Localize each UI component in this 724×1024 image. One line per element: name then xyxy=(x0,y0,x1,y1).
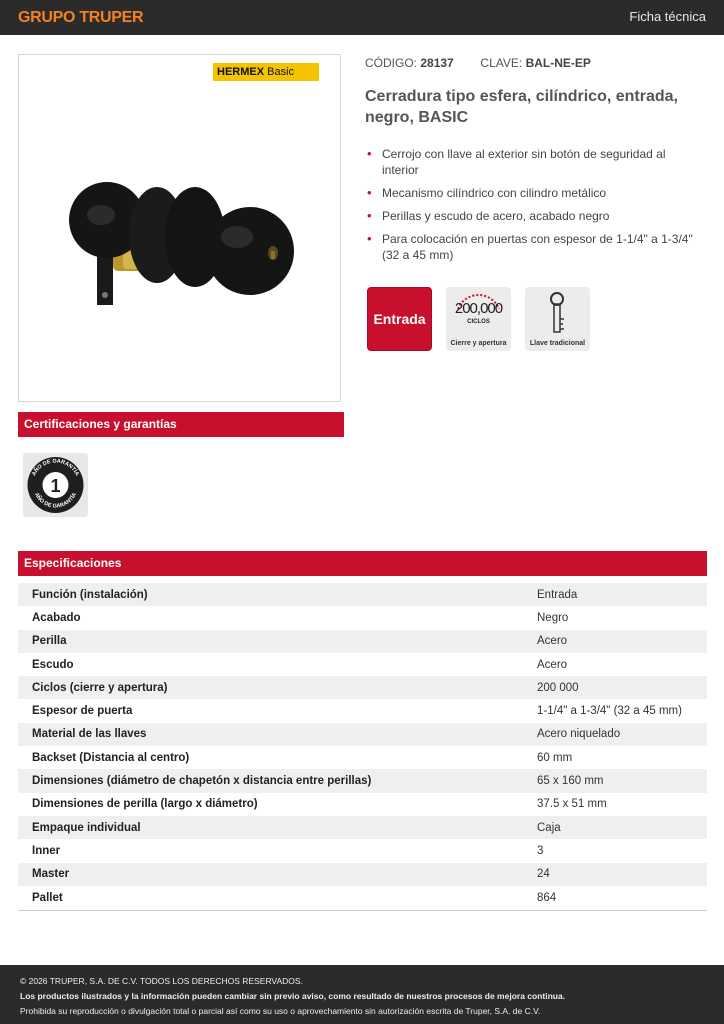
cycles-caption: Cierre y apertura xyxy=(450,340,507,347)
spec-value: 60 mm xyxy=(537,751,573,764)
specs-divider xyxy=(18,910,707,911)
footer-notice: Los productos ilustrados y la información pueden cambiar sin previo aviso, como resultado de nuestros procesos de mejora continua. xyxy=(20,991,566,1001)
specs-table xyxy=(18,583,707,909)
key-caption: Llave tradicional xyxy=(529,340,586,347)
spec-value: 24 xyxy=(537,868,550,881)
badge-brand: HERMEX xyxy=(217,66,265,78)
spec-label: Backset (Distancia al centro) xyxy=(32,751,190,764)
spec-label: Pallet xyxy=(32,891,63,904)
feature-list xyxy=(367,146,697,270)
product-image-frame xyxy=(18,54,341,402)
warranty-text-top: AÑO DE GARANTÍA xyxy=(31,458,80,478)
spec-value: 37.5 x 51 mm xyxy=(537,798,607,811)
cycles-icon xyxy=(446,287,511,351)
product-title: Cerradura tipo esfera, cilíndrico, entrada, negro, BASIC xyxy=(365,88,678,126)
table-row xyxy=(18,746,707,769)
spec-label: Dimensiones (diámetro de chapetón x distancia entre perillas) xyxy=(32,775,372,788)
specs-header: Especificaciones xyxy=(18,551,707,576)
certifications-header: Certificaciones y garantías xyxy=(18,412,344,437)
table-row xyxy=(18,886,707,909)
entrada-label: Entrada xyxy=(373,311,426,327)
cycles-word: CICLOS xyxy=(467,319,490,325)
footer-prohibition: Prohibida su reproducción o divulgación total o parcial así como su uso o aprovechamiento sin autorización escrita de Truper, S.A. de C.V. xyxy=(20,1006,541,1016)
spec-value: 864 xyxy=(537,891,557,904)
clave-label: CLAVE: xyxy=(480,56,523,70)
spec-label: Función (instalación) xyxy=(32,588,148,601)
spec-value: 3 xyxy=(537,844,544,857)
spec-value: Negro xyxy=(537,611,569,624)
brand-badge xyxy=(213,63,319,81)
spec-label: Empaque individual xyxy=(32,821,141,834)
spec-label: Espesor de puerta xyxy=(32,705,133,718)
table-row xyxy=(18,630,707,653)
door-knob-lock-image xyxy=(67,175,297,365)
section-title: Ficha técnica xyxy=(629,9,706,24)
warranty-seal-icon xyxy=(23,453,88,517)
feature-item: • Perillas y escudo de acero, acabado negro xyxy=(367,208,697,224)
spec-label: Perilla xyxy=(32,635,67,648)
table-row xyxy=(18,769,707,792)
spec-label: Dimensiones de perilla (largo x diámetro) xyxy=(32,798,258,811)
spec-value: Entrada xyxy=(537,588,578,601)
spec-value: 1-1/4" a 1-3/4" (32 a 45 mm) xyxy=(537,705,682,718)
door-entry-icon xyxy=(367,287,432,351)
table-row xyxy=(18,723,707,746)
spec-value: Caja xyxy=(537,821,561,834)
table-row xyxy=(18,699,707,722)
table-row xyxy=(18,583,707,606)
feature-item: • Para colocación en puertas con espesor de 1-1/4" a 1-3/4" (32 a 45 mm) xyxy=(367,231,697,263)
feature-item: • Mecanismo cilíndrico con cilindro metálico xyxy=(367,185,697,201)
footer xyxy=(0,965,724,1024)
table-row xyxy=(18,606,707,629)
spec-label: Acabado xyxy=(32,611,81,624)
brand-logo: GRUPO TRUPER xyxy=(18,9,144,26)
codigo-value: 28137 xyxy=(420,56,454,70)
cycles-number: 200,000 xyxy=(454,300,503,317)
feature-item: • Cerrojo con llave al exterior sin botón de seguridad al interior xyxy=(367,146,697,178)
table-row xyxy=(18,839,707,862)
warranty-text-bottom: AÑO DE GARANTÍA xyxy=(32,491,79,510)
spec-label: Inner xyxy=(32,844,61,857)
table-row xyxy=(18,676,707,699)
table-row xyxy=(18,793,707,816)
table-row xyxy=(18,816,707,839)
footer-copyright: © 2026 TRUPER, S.A. DE C.V. TODOS LOS DERECHOS RESERVADOS. xyxy=(20,976,303,986)
product-codes xyxy=(365,56,591,70)
spec-label: Escudo xyxy=(32,658,74,671)
codigo-label: CÓDIGO: xyxy=(365,56,418,70)
clave-value: BAL-NE-EP xyxy=(525,56,591,70)
warranty-number: 1 xyxy=(50,476,61,496)
spec-value: 65 x 160 mm xyxy=(537,775,604,788)
top-bar xyxy=(0,0,724,35)
spec-label: Master xyxy=(32,868,70,881)
spec-value: 200 000 xyxy=(537,681,579,694)
badge-line: Basic xyxy=(267,66,295,78)
spec-value: Acero xyxy=(537,635,568,648)
table-row xyxy=(18,653,707,676)
spec-value: Acero niquelado xyxy=(537,728,621,741)
spec-label: Ciclos (cierre y apertura) xyxy=(32,681,168,694)
spec-value: Acero xyxy=(537,658,568,671)
table-row xyxy=(18,863,707,886)
spec-label: Material de las llaves xyxy=(32,728,147,741)
warranty-badge xyxy=(23,453,88,517)
key-icon xyxy=(525,287,590,351)
